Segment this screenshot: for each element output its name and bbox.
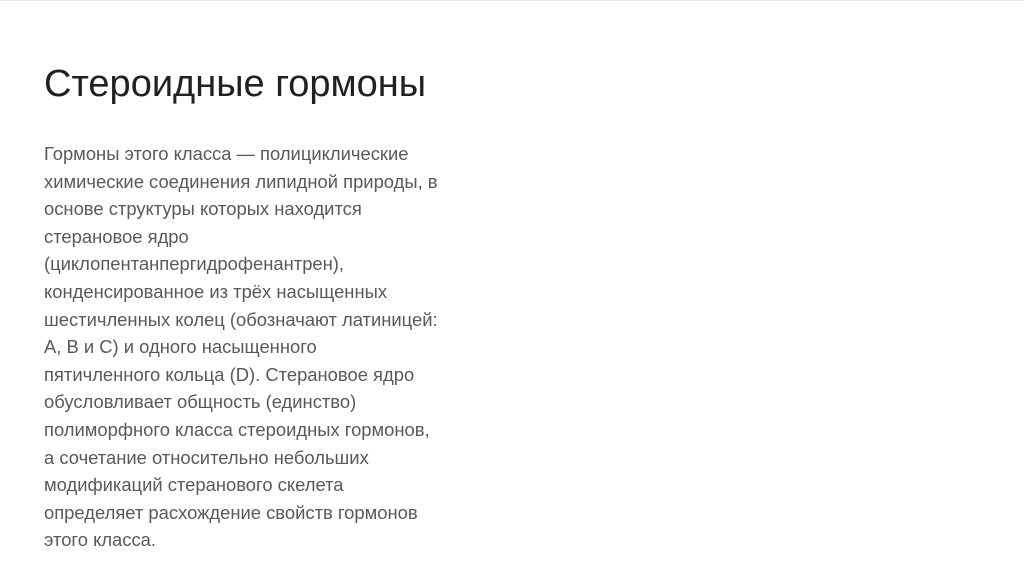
body-line: конденсированное из трёх насыщенных (44, 280, 388, 302)
body-line: определяет расхождение свойств гормонов (44, 501, 418, 523)
body-line: стерановое ядро (44, 225, 189, 247)
body-line: шестичленных колец (обозначают латиницей: (44, 308, 438, 330)
body-line: а сочетание относительно небольших (44, 446, 369, 468)
body-line: (циклопентанпергидрофенантрен), (44, 253, 345, 275)
body-line: A, B и C) и одного насыщенного (44, 336, 317, 358)
body-line: химические соединения липидной природы, в (44, 170, 438, 192)
slide-title: Стероидные гормоны (44, 63, 427, 105)
body-line: основе структуры которых находится (44, 198, 362, 220)
body-line: модификаций стеранового скелета (44, 474, 344, 496)
body-line: этого класса. (44, 529, 157, 551)
body-line: Гормоны этого класса — полициклические (44, 143, 409, 164)
body-line: обусловливает общность (единство) (44, 391, 357, 413)
top-divider (0, 0, 1024, 1)
slide-body-text (44, 140, 494, 554)
body-line: пятичленного кольца (D). Стерановое ядро (44, 363, 415, 385)
body-line: полиморфного класса стероидных гормонов, (44, 418, 430, 440)
